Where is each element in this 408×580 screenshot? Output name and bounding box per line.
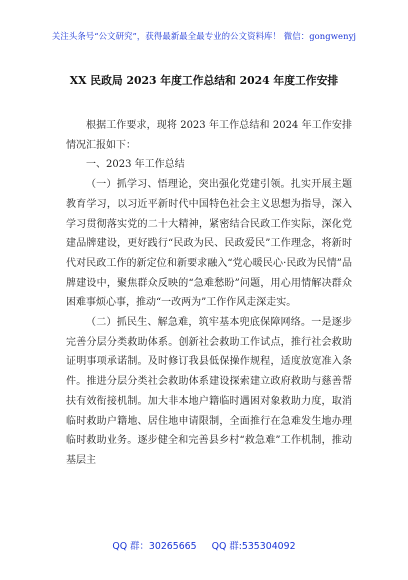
footer-bar — [0, 538, 408, 552]
footer-qq-group-1: QQ 群：30265665 — [112, 541, 197, 552]
section-heading: 一、2023 年工作总结 — [86, 159, 185, 171]
header-banner: 关注头条号“公文研究”，获得最新最全最专业的公文资料库！ 微信：gongwenyj — [51, 31, 357, 41]
document-body — [66, 116, 352, 471]
footer-qq-group-2: QQ 群:535304092 — [211, 541, 296, 552]
intro-paragraph: 根据工作要求，现将 2023 年工作总结和 2024 年工作安排情况汇报如下： — [66, 120, 352, 151]
body-paragraph: （一）抓学习、悟理论，突出强化党建引领。扎实开展主题教育学习，以习近平新时代中国特色社会主义思想为指导，深入学习贯彻落实党的二十大精神，紧密结合民政工作实际，深化党建品牌建设，更好践行“民政为民、民政爱民”工作理念，将新时代对民政工作的新定位和新要求融入“党心暖民心·民政为民情”品牌建设中，聚焦群众反映的“急难愁盼”问题，用心用情解决群众困难事烦心事，推动“一改两为”工作作风走深走实。 — [66, 179, 352, 309]
body-paragraph: （二）抓民生、解急难，筑牢基本兜底保障网络。一是逐步完善分层分类救助体系。创新社会救助工作试点，推行社会救助证明事项承诺制。及时修订我县低保操作规程，适度放宽准入条件。推进分层分类社会救助体系建设探索建立政府救助与慈善帮扶有效衔接机制。加大非本地户籍临时遇困对象救助力度，取消临时救助户籍地、居住地申请限制，全面推行在急难发生地办理临时救助业务。逐步健全和完善县乡村“救急难”工作机制，推动基层主 — [66, 317, 352, 466]
document-title: XX 民政局 2023 年度工作总结和 2024 年度工作安排 — [69, 74, 339, 87]
